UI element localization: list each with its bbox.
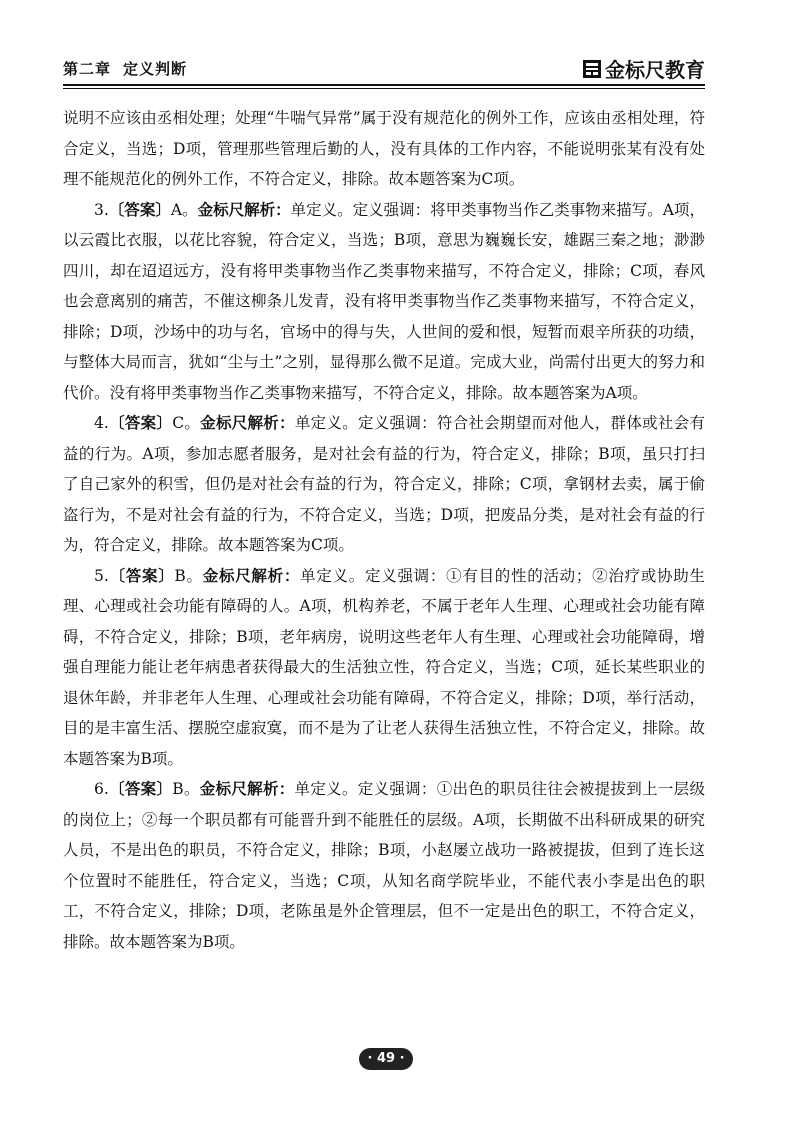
question-number: 6. <box>94 780 109 798</box>
analysis-text: 单定义。定义强调：将甲类事物当作乙类事物来描写。A项，以云霞比衣服，以花比容貌，符合定义，当选；B项，意思为巍巍长安，雄踞三秦之地；渺渺四川，却在迢迢远方，没有将甲类事物当作乙类事物来描写，不符合定义，排除；C项，春风也会意离别的痛苦，不催这柳条儿发青，没有将甲类事物当作乙类事物来描写，不符合定义，排除；D项，沙场中的功与名，官场中的得与失，人世间的爱和恨，短暂而艰辛所获的功绩，与整体大局而言，犹如“尘与土”之别，显得那么微不足道。完成大业，尚需付出更大的努力和代价。没有将甲类事物当作乙类事物来描写，不符合定义，排除。故本题答案为A项。 <box>63 200 705 402</box>
header-rule-thick <box>63 84 705 86</box>
answer-value: B。 <box>172 780 200 798</box>
section-name: 定义判断 <box>123 60 188 78</box>
answer-value: C。 <box>172 414 201 432</box>
answer-label: 〔答案〕 <box>108 414 173 432</box>
question-number: 4. <box>94 414 109 432</box>
header-rule-thin <box>63 88 705 89</box>
question-number: 5. <box>94 566 109 585</box>
analysis-text: 单定义。定义强调：①有目的性的活动；②治疗或协助生理、心理或社会功能有障碍的人。A项，机构养老，不属于老年人生理、心理或社会功能有障碍，不符合定义，排除；B项，老年病房，说明这些老年人有生理、心理或社会功能障碍，增强自理能力能让老年病患者获得最大的生活独立性，符合定义，当选；C项，延长某些职业的退休年龄，并非老年人生理、心理或社会功能有障碍，不符合定义，排除；D项，举行活动，目的是丰富生活、摆脱空虚寂寞，而不是为了让老人获得生活独立性，不符合定义，排除。故本题答案为B项。 <box>63 566 705 768</box>
paragraph-continuation <box>63 103 705 195</box>
question-number: 3. <box>94 200 109 219</box>
brand-logo-icon <box>582 59 602 79</box>
paragraph-text: 说明不应该由丞相处理；处理“牛喘气异常”属于没有规范化的例外工作，应该由丞相处理，符合定义，当选；D项，管理那些管理后勤的人，没有具体的工作内容，不能说明张某有没有处理不能规范化的例外工作，不符合定义，排除。故本题答案为C项。 <box>63 109 705 188</box>
page-number-badge: · 49 · <box>359 1048 413 1070</box>
answer-label: 〔答案〕 <box>108 200 171 219</box>
brand-name: 金标尺教育 <box>605 58 705 82</box>
answer-label: 〔答案〕 <box>108 566 175 585</box>
answer-paragraph-q3 <box>63 195 705 409</box>
answer-paragraph-q4 <box>63 408 705 561</box>
answer-value: A。 <box>170 200 198 219</box>
chapter-title <box>63 58 187 79</box>
analysis-text: 单定义。定义强调：符合社会期望而对他人，群体或社会有益的行为。A项，参加志愿者服务，是对社会有益的行为，符合定义，排除；B项，虽只打扫了自己家外的积雪，但仍是对社会有益的行为，符合定义，排除；C项，拿钢材去卖，属于偷盗行为，不是对社会有益的行为，不符合定义，当选；D项，把废品分类，是对社会有益的行为，符合定义，排除。故本题答案为C项。 <box>63 414 705 554</box>
analysis-label: 金标尺解析： <box>197 200 291 219</box>
analysis-label: 金标尺解析： <box>202 566 301 585</box>
page-header <box>63 56 705 82</box>
analysis-label: 金标尺解析： <box>199 780 295 798</box>
brand <box>582 54 705 83</box>
answer-value: B。 <box>174 566 203 585</box>
answer-paragraph-q5 <box>63 561 705 775</box>
answer-paragraph-q6 <box>63 774 705 957</box>
answer-label: 〔答案〕 <box>108 780 173 798</box>
chapter-number: 第二章 <box>63 60 112 78</box>
analysis-label: 金标尺解析： <box>200 414 295 432</box>
page-body <box>63 103 705 957</box>
analysis-text: 单定义。定义强调：①出色的职员往往会被提拔到上一层级的岗位上；②每一个职员都有可能晋升到不能胜任的层级。A项，长期做不出科研成果的研究人员，不是出色的职员，不符合定义，排除；B项，小赵屡立战功一路被提拔，但到了连长这个位置时不能胜任，符合定义，当选；C项，从知名商学院毕业，不能代表小李是出色的职工，不符合定义，排除；D项，老陈虽是外企管理层，但不一定是出色的职工，不符合定义，排除。故本题答案为B项。 <box>63 780 705 951</box>
